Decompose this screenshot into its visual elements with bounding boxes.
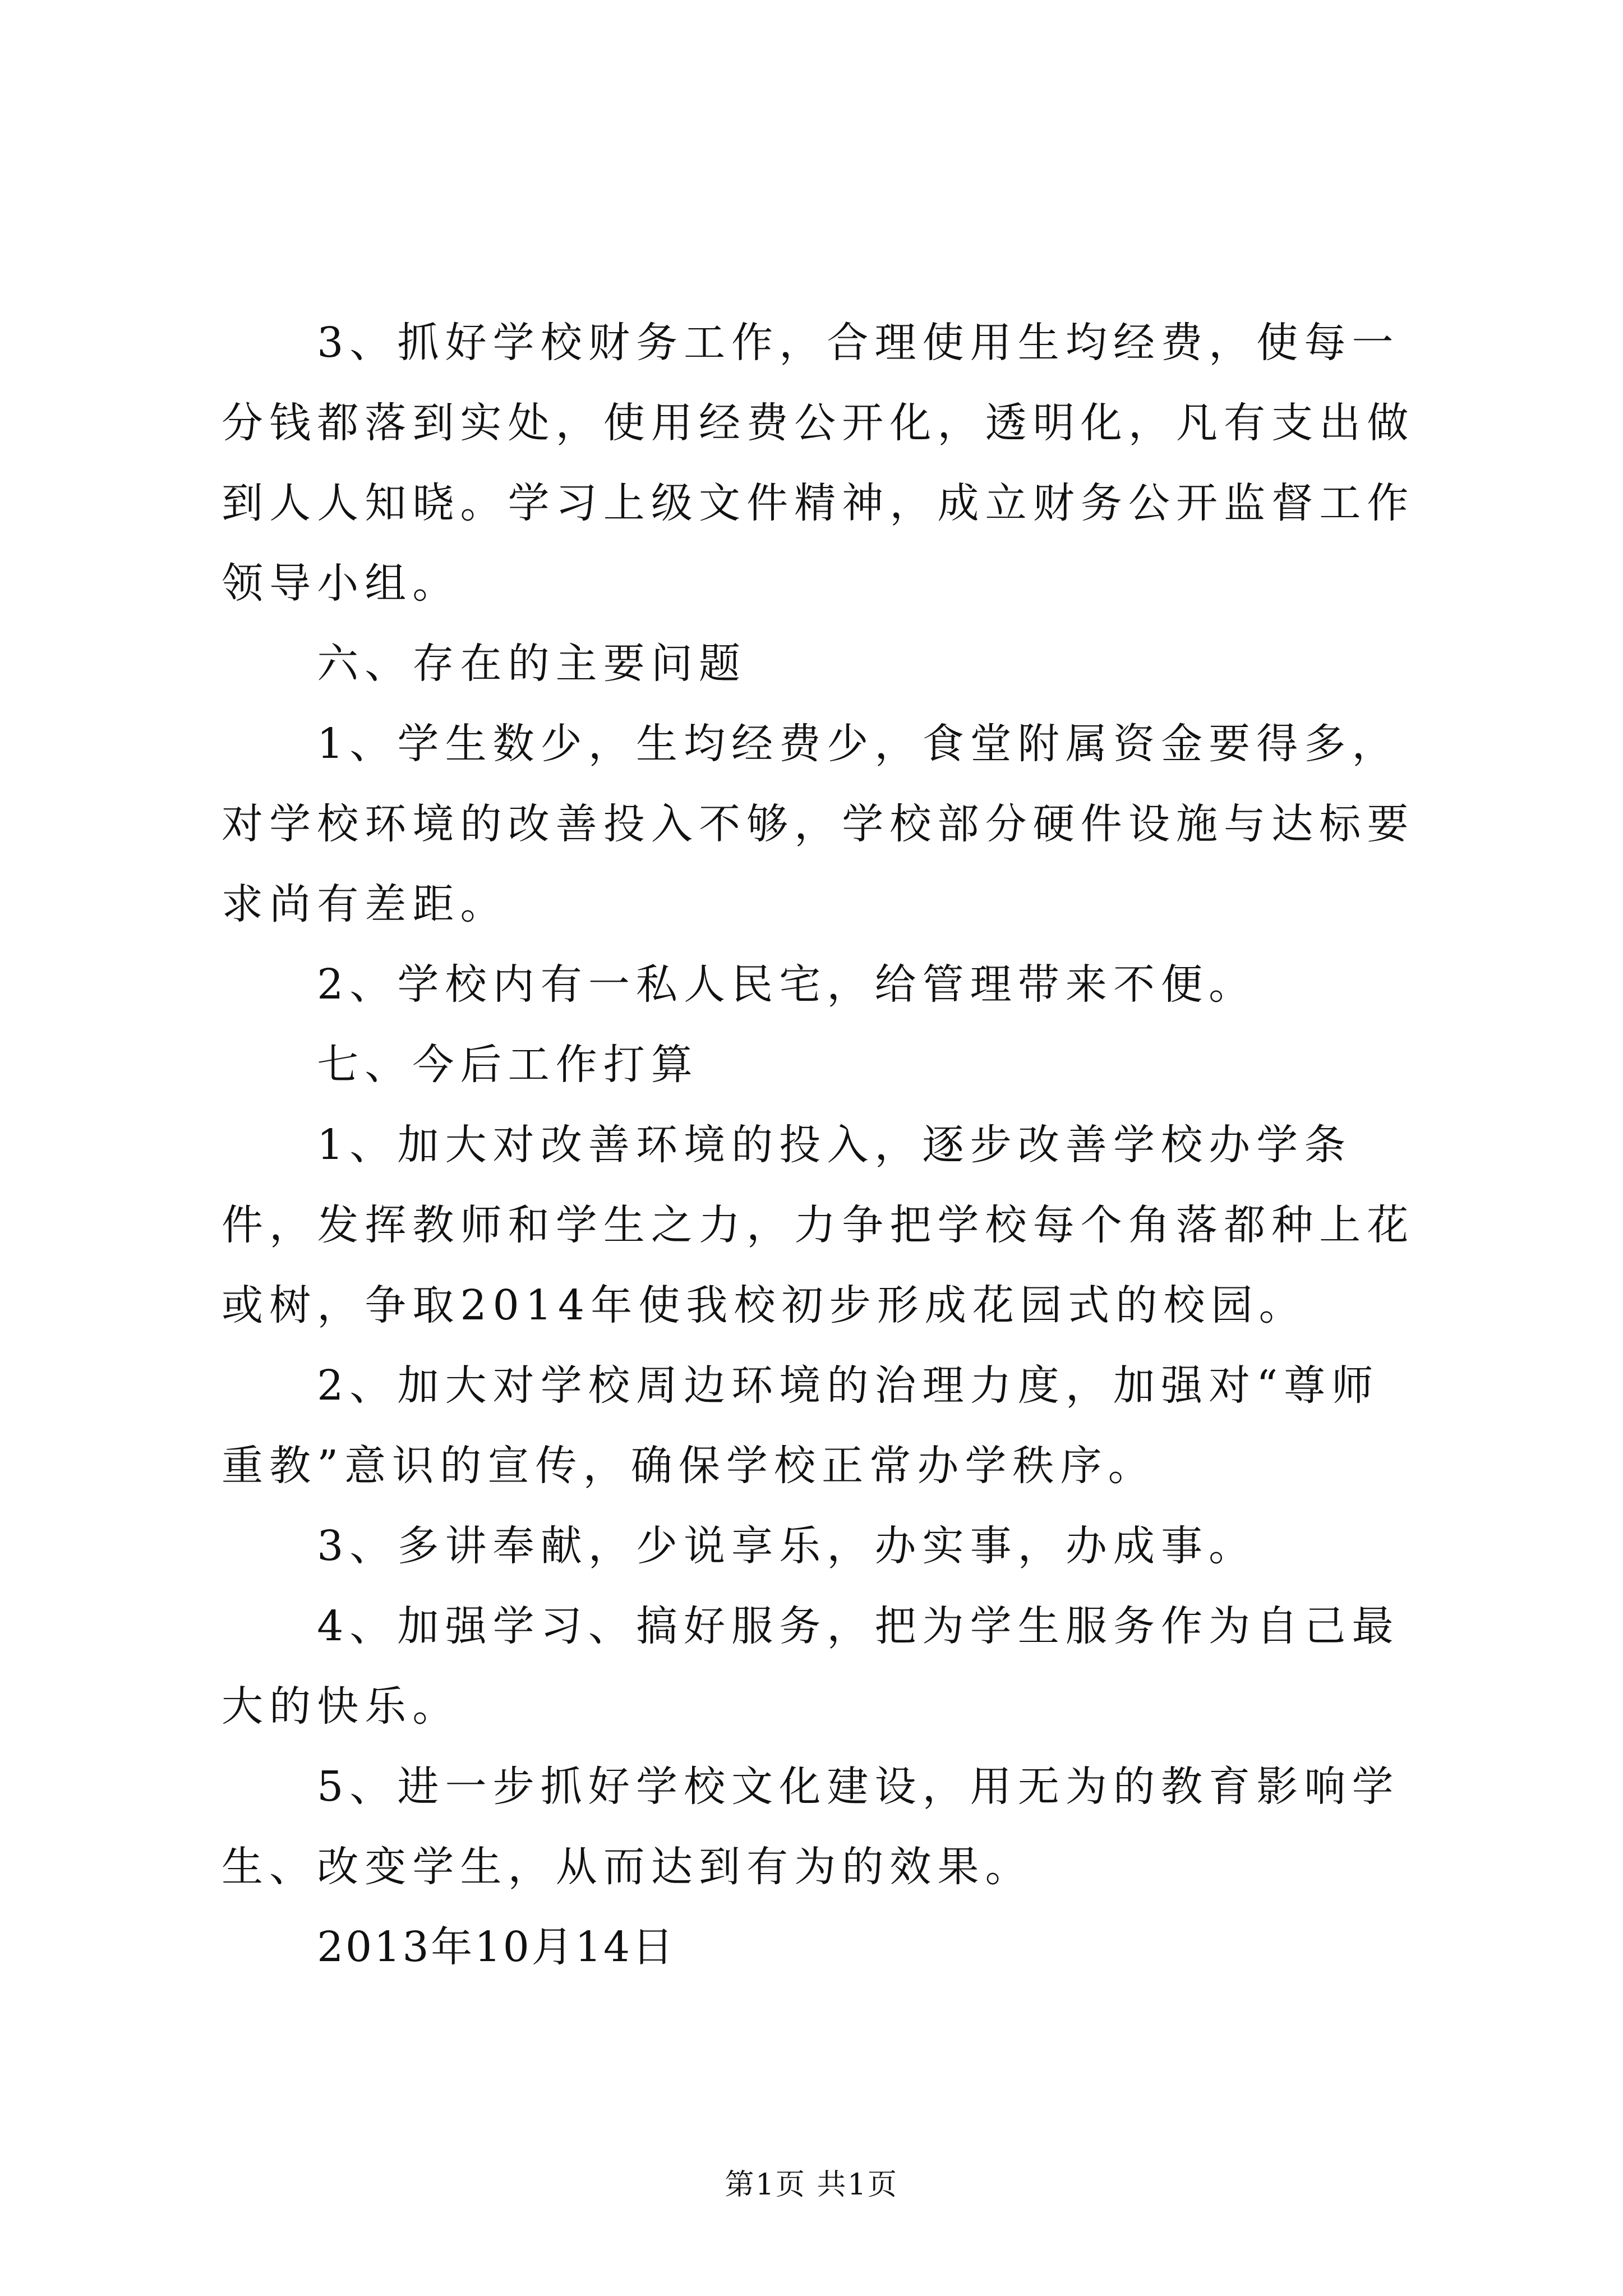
paragraph-finance: 3、抓好学校财务工作，合理使用生均经费，使每一分钱都落到实处，使用经费公开化，透明化，凡有支出做到人人知晓。学习上级文件精神，成立财务公开监督工作领导小组。 xyxy=(222,319,1415,608)
paragraph-problem-1: 1、学生数少，生均经费少，食堂附属资金要得多，对学校环境的改善投入不够，学校部分硬件设施与达标要求尚有差距。 xyxy=(222,720,1415,928)
heading-future-plans: 七、今后工作打算 xyxy=(317,1041,699,1089)
document-date: 2013年10月14日 xyxy=(317,1923,676,1971)
page-number-label: 第1页 共1页 xyxy=(725,2168,898,2202)
page-footer xyxy=(0,2168,1623,2202)
paragraph-plan-1: 1、加大对改善环境的投入，逐步改善学校办学条件，发挥教师和学生之力，力争把学校每个角落都种上花或树，争取2014年使我校初步形成花园式的校园。 xyxy=(222,1121,1415,1329)
heading-main-problems: 六、存在的主要问题 xyxy=(317,639,747,688)
paragraph-problem-2: 2、学校内有一私人民宅，给管理带来不便。 xyxy=(317,960,1257,1009)
paragraph-plan-3: 3、多讲奉献，少说享乐，办实事，办成事。 xyxy=(317,1522,1257,1570)
paragraph-plan-2: 2、加大对学校周边环境的治理力度，加强对“尊师重教”意识的宣传，确保学校正常办学秩序。 xyxy=(222,1361,1380,1490)
document-body xyxy=(222,303,1422,1987)
paragraph-plan-5: 5、进一步抓好学校文化建设，用无为的教育影响学生、改变学生，从而达到有为的效果。 xyxy=(222,1763,1400,1891)
paragraph-plan-4: 4、加强学习、搞好服务，把为学生服务作为自己最大的快乐。 xyxy=(222,1602,1400,1731)
